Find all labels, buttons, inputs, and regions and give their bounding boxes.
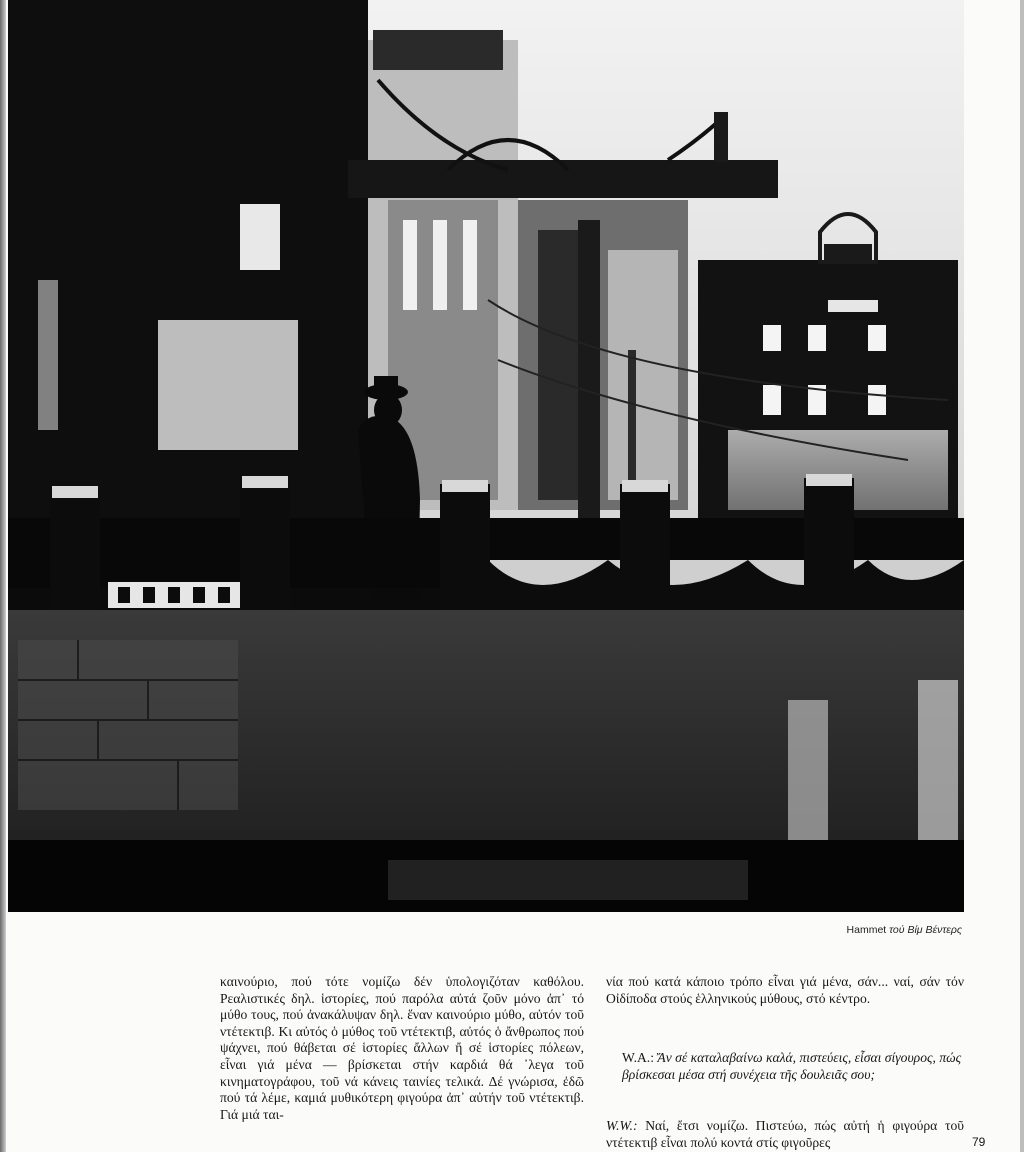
- photo-caption: [847, 924, 962, 936]
- left-column-text: καινούριο, πού τότε νομίζω δέν ὑπολογιζόταν καθόλου. Ρεαλιστικές δηλ. ἱστορίες, πού παρόλα αὐτά ζοῦν μόνο ἀπ᾽ τό μύθο τους, πού ἀνακάλυψαν δηλ. ἕναν καινούριο μύθο, αὐτόν τοῦ ντέτεκτιβ. Κι αὐτός ὁ μύθος τοῦ ντέτεκτιβ, αὐτός ὁ ἄνθρωπος πού ψάχνει, πού θάβεται σέ ἱστορίες ἄλλων ἤ σέ ἱστορίες πόλεων, εἶναι γιά μένα — βρίσκεται στήν καρδιά θά ᾽λεγα τοῦ κινηματογράφου, τοῦ νά κάνεις ταινίες τελικά. Δέ γνώρισα, ἐδῶ πού τά λέμε, καμιά μυθικότερη φιγούρα ἀπ᾽ αὐτήν τοῦ ντέτεκτιβ. Γιά μιά ται-: [220, 974, 584, 1122]
- film-still-illustration: [8, 0, 964, 912]
- page-edge-right: [1020, 0, 1024, 1152]
- answer-text: Ναί, ἔτσι νομίζω. Πιστεύω, πώς αὐτή ἡ φιγούρα τοῦ ντέτεκτιβ εἶναι πολύ κοντά στίς φιγοῦρες: [606, 1118, 964, 1150]
- question-speaker: W.A.:: [622, 1050, 654, 1065]
- interview-question: [622, 1050, 962, 1083]
- answer-speaker: W.W.:: [606, 1118, 638, 1133]
- page-number: 79: [972, 1135, 986, 1149]
- interview-answer: [606, 1118, 964, 1151]
- question-text: Ἄν σέ καταλαβαίνω καλά, πιστεύεις, εἶσαι σίγουρος, πώς βρίσκεσαι μέσα στή συνέχεια τῆς δουλειᾶς σου;: [622, 1050, 962, 1082]
- caption-author: τού Βίμ Βέντερς: [889, 924, 962, 936]
- right-column-text: νία πού κατά κάποιο τρόπο εἶναι γιά μένα, σάν... ναί, σάν τόν Οἰδίποδα στούς ἑλληνικούς μύθους, στό κέντρο.: [606, 974, 964, 1006]
- film-still-photo: [8, 0, 964, 912]
- text-column-left: [220, 974, 584, 1123]
- page-edge-shadow: [0, 0, 6, 1152]
- text-column-right: [606, 974, 964, 1007]
- caption-title: Hammet: [846, 924, 887, 936]
